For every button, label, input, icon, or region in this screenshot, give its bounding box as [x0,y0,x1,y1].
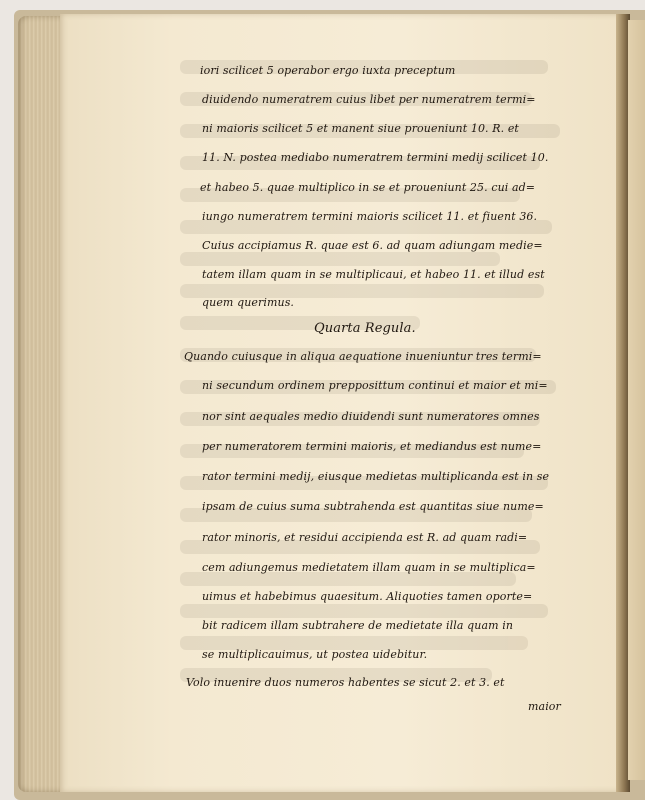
text-line: ni secundum ordinem prepposittum continui et maior et mi= [202,379,548,392]
text-line: Cuius accipiamus R. quae est 6. ad quam adiungam medie= [202,239,543,252]
text-line: 11. N. postea mediabo numeratrem termini medij scilicet 10. [202,151,549,164]
text-line: bit radicem illam subtrahere de medietate illa quam in [202,619,514,632]
text-line: uimus et habebimus quaesitum. Aliquoties tamen oporte= [202,590,533,603]
text-line: cem adiungemus medietatem illam quam in se multiplica= [202,561,536,574]
text-line: iungo numeratrem termini maioris scilicet 11. et fiuent 36. [202,210,538,223]
text-line: ipsam de cuius suma subtrahenda est quantitas siue nume= [202,500,544,513]
section-heading: Quarta Regula. [314,321,416,336]
text-line: tatem illam quam in se multiplicaui, et habeo 11. et illud est [202,268,545,281]
text-line: per numeratorem termini maioris, et mediandus est nume= [202,440,542,453]
text-line: rator termini medij, eiusque medietas multiplicanda est in se [202,470,550,483]
catchword: maior [528,700,561,713]
text-line: et habeo 5. quae multiplico in se et proueniunt 25. cui ad= [200,181,536,194]
text-line: Quando cuiusque in aliqua aequatione inueniuntur tres termi= [184,350,542,363]
text-line: quem querimus. [202,296,295,309]
text-line: se multiplicauimus, ut postea uidebitur. [202,648,428,661]
text-line: diuidendo numeratrem cuius libet per numeratrem termi= [202,93,536,106]
text-line: ni maioris scilicet 5 et manent siue proueniunt 10. R. et [202,122,519,135]
text-line: Volo inuenire duos numeros habentes se sicut 2. et 3. et [186,676,505,689]
text-line: iori scilicet 5 operabor ergo iuxta preceptum [200,64,456,77]
text-line: rator minoris, et residui accipienda est R. ad quam radi= [202,531,528,544]
text-line: nor sint aequales medio diuidendi sunt numeratores omnes [202,410,540,423]
